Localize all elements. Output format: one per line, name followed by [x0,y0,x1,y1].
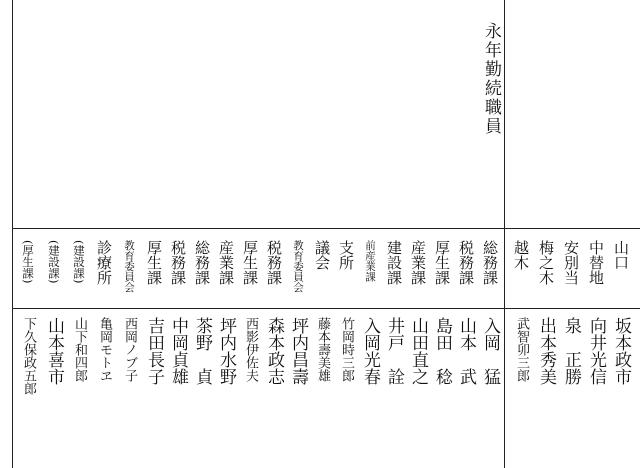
staff-name: 亀岡モトヱ [97,317,112,382]
dept-label: 産業課 [409,240,427,285]
dept-label: 建設課 [385,240,403,285]
staff-name: 島田 稔 [432,317,452,385]
dept-label: 議会 [313,240,331,270]
staff-name: 出本秀美 [536,317,556,385]
dept-label: (厚生課) [21,240,35,284]
staff-name: 入岡 猛 [480,317,500,385]
staff-name: 坪内水野 [216,317,236,385]
dept-label: 産業課 [217,240,235,285]
header-rule [12,228,640,229]
staff-name: 向井光信 [586,317,606,385]
dept-label: (建設課) [47,240,61,284]
staff-name: 武智卯三郎 [514,317,529,382]
dept-label: 教育委員会 [123,240,135,293]
section-heading: 永年勤続職員 [481,22,501,136]
staff-name: 山下和四郎 [72,317,87,382]
dept-label: 税務課 [457,240,475,285]
staff-name: 坂本政市 [611,317,631,385]
dept-label: 中替地 [587,240,605,285]
dept-label: 厚生課 [433,240,451,285]
staff-name: 西影伊佐夫 [243,317,258,382]
staff-name: 山田直之 [408,317,428,385]
dept-label: 山口 [612,240,630,270]
column-divider [504,0,505,468]
name-rule [12,308,640,309]
dept-label: 梅之木 [537,240,555,285]
dept-label: 税務課 [169,240,187,285]
dept-label: 安別当 [562,240,580,285]
dept-label: 支所 [337,240,355,270]
left-border [12,0,13,468]
dept-label: (建設課) [72,240,86,284]
staff-name: 中岡貞雄 [168,317,188,385]
dept-label: 教育委員会 [292,240,304,293]
staff-name: 入岡光春 [360,317,380,385]
dept-label: 総務課 [481,240,499,285]
staff-name: 山本喜市 [44,317,64,385]
dept-label: 越木 [512,240,530,270]
dept-label: 税務課 [265,240,283,285]
dept-label: 総務課 [193,240,211,285]
staff-name: 泉 正勝 [561,317,581,385]
staff-name: 井戸 詮 [384,317,404,385]
staff-name: 森本政志 [264,317,284,385]
staff-name: 茶野 貞 [192,317,212,385]
staff-name: 坪内昌壽 [288,317,308,385]
staff-name: 山本 武 [456,317,476,385]
dept-label: 前産業課 [364,240,376,282]
dept-label: 厚生課 [241,240,259,285]
dept-label: 厚生課 [145,240,163,285]
staff-name: 吉田長子 [144,317,164,385]
staff-name: 竹岡時三郎 [339,317,354,382]
staff-name: 下久保政五郎 [21,317,36,395]
dept-label: 診療所 [95,240,113,285]
staff-name: 西岡ノブ子 [122,317,137,382]
staff-name: 藤本壽美雄 [315,317,330,382]
